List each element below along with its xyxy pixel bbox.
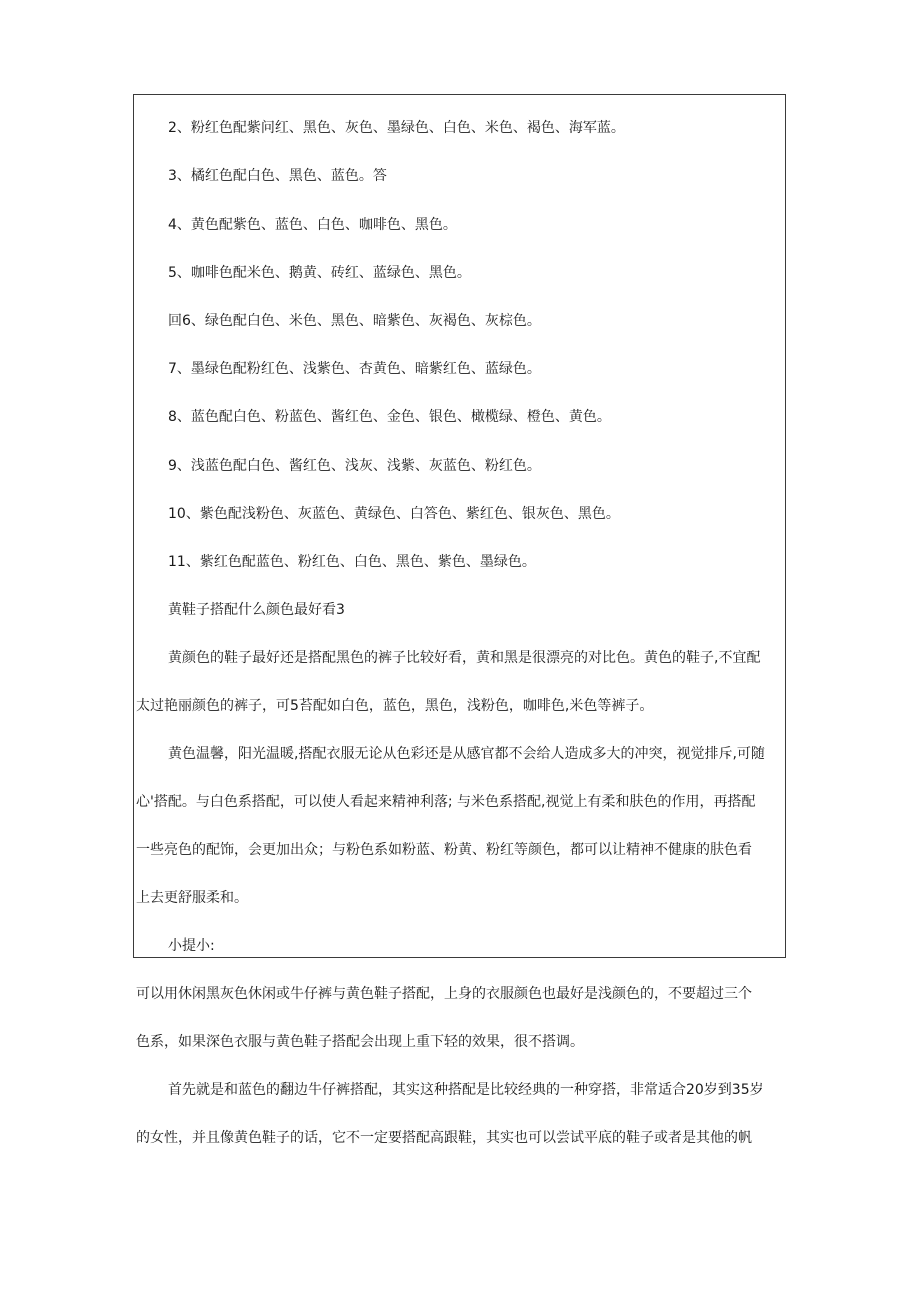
paragraph-line: 心'搭配。与白色系搭配，可以使人看起来精神利落; 与米色系搭配,视觉上有柔和肤色的作用，再搭配 xyxy=(136,794,756,810)
paragraph-line: 可以用休闲黑灰色休闲或牛仔裤与黄色鞋子搭配，上身的衣服颜色也最好是浅颜色的，不要超过三个 xyxy=(136,986,752,1002)
paragraph-line: 太过艳丽颜色的裤子，可5苔配如白色，蓝色，黑色，浅粉色，咖啡色,米色等裤子。 xyxy=(136,698,654,714)
list-item: 2、粉红色配紫问红、黑色、灰色、墨绿色、白色、米色、褐色、海军蓝。 xyxy=(168,120,625,136)
section-heading: 黄鞋子搭配什么颜色最好看3 xyxy=(168,602,345,618)
paragraph-line: 上去更舒服柔和。 xyxy=(136,890,248,906)
list-item: 8、蓝色配白色、粉蓝色、酱红色、金色、银色、橄榄绿、橙色、黄色。 xyxy=(168,409,611,425)
list-item: 4、黄色配紫色、蓝色、白色、咖啡色、黑色。 xyxy=(168,217,457,233)
list-item: 7、墨绿色配粉红色、浅紫色、杏黄色、暗紫红色、蓝绿色。 xyxy=(168,361,541,377)
paragraph-line: 色系，如果深色衣服与黄色鞋子搭配会出现上重下轻的效果，很不搭调。 xyxy=(136,1034,584,1050)
paragraph-line: 首先就是和蓝色的翻边牛仔裤搭配，其实这种搭配是比较经典的一种穿搭，非常适合20岁到35岁 xyxy=(168,1082,764,1098)
list-item: 3、橘红色配白色、黑色、蓝色。答 xyxy=(168,168,387,184)
list-item: 5、咖啡色配米色、鹅黄、砖红、蓝绿色、黑色。 xyxy=(168,265,471,281)
paragraph-line: 的女性，并且像黄色鞋子的话，它不一定要搭配高跟鞋，其实也可以尝试平底的鞋子或者是其他的帆 xyxy=(136,1130,752,1146)
list-item: 11、紫红色配蓝色、粉红色、白色、黑色、紫色、墨绿色。 xyxy=(168,554,536,570)
paragraph-line: 黄色温馨，阳光温暖,搭配衣服无论从色彩还是从感官都不会给人造成多大的冲突，视觉排斥,可随 xyxy=(168,746,765,762)
list-item: 9、浅蓝色配白色、酱红色、浅灰、浅紫、灰蓝色、粉红色。 xyxy=(168,458,541,474)
paragraph-line: 一些亮色的配饰，会更加出众；与粉色系如粉蓝、粉黄、粉红等颜色，都可以让精神不健康的肤色看 xyxy=(136,842,752,858)
paragraph-line: 黄颜色的鞋子最好还是搭配黑色的裤子比较好看，黄和黑是很漂亮的对比色。黄色的鞋子,不宜配 xyxy=(168,650,761,666)
tip-label: 小提小: xyxy=(168,938,215,954)
list-item: 10、紫色配浅粉色、灰蓝色、黄绿色、白答色、紫红色、银灰色、黑色。 xyxy=(168,506,620,522)
list-item: 回6、绿色配白色、米色、黑色、暗紫色、灰褐色、灰棕色。 xyxy=(168,313,541,329)
